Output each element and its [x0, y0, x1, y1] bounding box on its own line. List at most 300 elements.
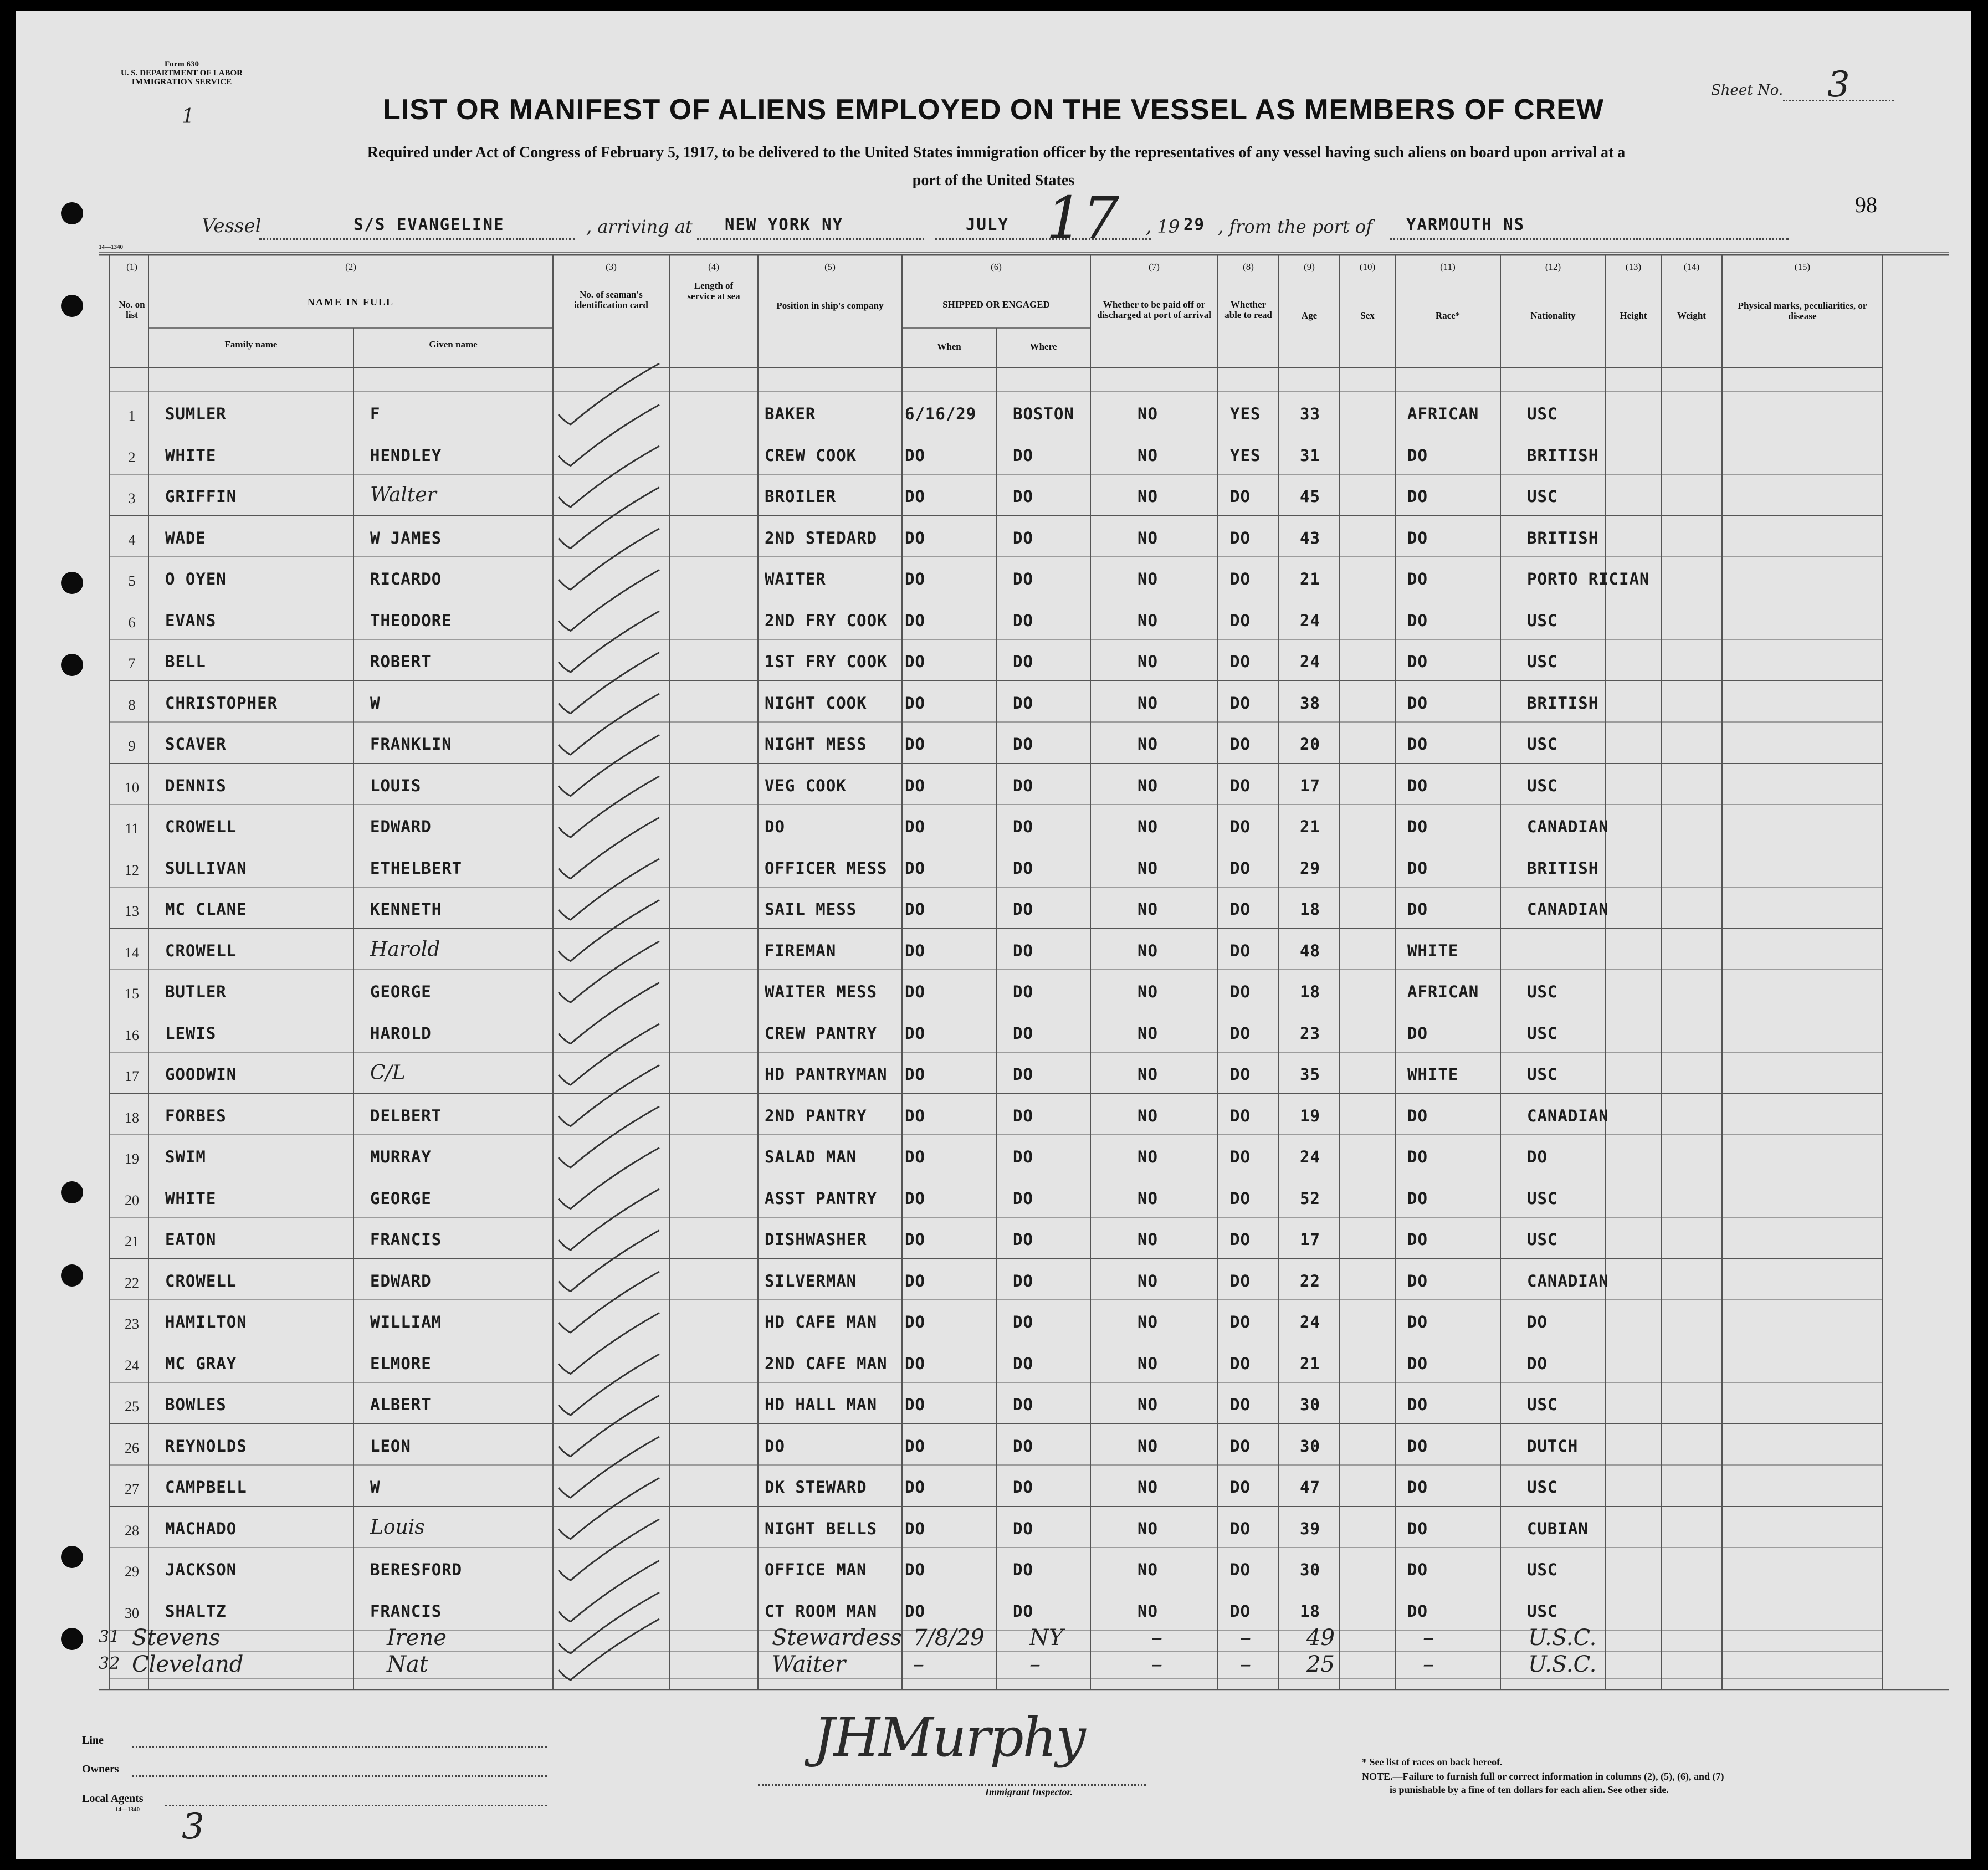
- age-cell: 21: [1300, 570, 1320, 588]
- table-row: [16, 931, 1971, 972]
- able-to-read-cell: DO: [1230, 900, 1251, 919]
- table-row: [16, 1509, 1971, 1550]
- table-row: [16, 849, 1971, 890]
- line-field: [132, 1745, 547, 1748]
- family-name-cell: REYNOLDS: [165, 1436, 247, 1456]
- shipped-where-cell: DO: [1013, 652, 1033, 671]
- able-to-read-cell: DO: [1230, 1230, 1251, 1249]
- footnote-races: * See list of races on back hereof.: [1362, 1756, 1503, 1767]
- table-row: [16, 560, 1971, 601]
- paid-off-cell: NO: [1138, 1147, 1158, 1166]
- top-mark: 1: [182, 105, 194, 128]
- nationality-cell: USC: [1527, 1023, 1558, 1043]
- family-name-cell: Stevens: [132, 1625, 221, 1651]
- row-number: 30: [125, 1605, 139, 1621]
- age-cell: 24: [1300, 1313, 1320, 1331]
- table-row: [16, 1014, 1971, 1055]
- year-prefix: , 19: [1146, 216, 1180, 237]
- agents-mark: 3: [182, 1806, 204, 1847]
- age-cell: 43: [1300, 528, 1320, 547]
- paid-off-cell: NO: [1138, 445, 1158, 465]
- family-name-cell: DENNIS: [165, 776, 227, 795]
- given-name-cell: FRANCIS: [370, 1601, 442, 1621]
- table-row: [16, 519, 1971, 560]
- able-to-read-cell: DO: [1230, 858, 1251, 878]
- col2-number: (2): [345, 262, 356, 272]
- nationality-cell: CANADIAN: [1527, 817, 1609, 836]
- footnote-penalty-2: is punishable by a fine of ten dollars for each alien. See other side.: [1390, 1784, 1669, 1795]
- arriving-label: , arriving at: [586, 216, 693, 237]
- col8-number: (8): [1243, 262, 1254, 272]
- age-cell: 20: [1300, 735, 1320, 754]
- inspector-line: [758, 1784, 1146, 1786]
- arrival-day: 17: [1046, 184, 1120, 252]
- shipped-where-cell: DO: [1013, 487, 1033, 506]
- row-number: 4: [128, 531, 136, 548]
- nationality-cell: BRITISH: [1527, 445, 1599, 465]
- shipped-where-cell: DO: [1013, 941, 1033, 960]
- able-to-read-cell: DO: [1230, 1519, 1251, 1538]
- col4-number: (4): [708, 262, 719, 272]
- col14-header: Weight: [1677, 310, 1706, 321]
- age-cell: 17: [1300, 1230, 1320, 1249]
- family-name-cell: BUTLER: [165, 982, 227, 1001]
- able-to-read-cell: DO: [1230, 528, 1251, 547]
- table-row: [16, 1303, 1971, 1344]
- local-agents-label: Local Agents: [82, 1792, 144, 1805]
- race-cell: DO: [1407, 1560, 1428, 1579]
- subtitle-line1: Required under Act of Congress of February 5, 1917, to be delivered to the United States immigration officer by the representatives of any vessel having such aliens on board upon arrival at a: [367, 144, 1626, 161]
- race-cell: DO: [1407, 1519, 1428, 1538]
- given-name-cell: FRANCIS: [370, 1230, 442, 1249]
- position-cell: HD CAFE MAN: [765, 1313, 878, 1331]
- col3-header: No. of seaman's identification card: [574, 289, 648, 310]
- age-cell: 47: [1300, 1478, 1320, 1497]
- paid-off-cell: NO: [1138, 528, 1158, 547]
- paid-off-cell: NO: [1138, 1271, 1158, 1290]
- able-to-read-cell: DO: [1230, 1313, 1251, 1331]
- table-row: [16, 807, 1971, 848]
- able-to-read-cell: DO: [1230, 982, 1251, 1001]
- col2-given-header: Given name: [429, 339, 478, 350]
- paid-off-cell: NO: [1138, 1519, 1158, 1538]
- able-to-read-cell: DO: [1230, 1436, 1251, 1456]
- race-cell: AFRICAN: [1407, 982, 1479, 1001]
- nationality-cell: DO: [1527, 1354, 1548, 1373]
- shipped-where-cell: DO: [1013, 1395, 1033, 1414]
- nationality-cell: USC: [1527, 735, 1558, 754]
- nationality-cell: CANADIAN: [1527, 1271, 1609, 1290]
- nationality-cell: USC: [1527, 1065, 1558, 1084]
- race-cell: WHITE: [1407, 941, 1459, 960]
- age-cell: 25: [1306, 1652, 1335, 1677]
- nationality-cell: U.S.C.: [1528, 1652, 1597, 1677]
- given-name-cell: KENNETH: [370, 900, 442, 919]
- able-to-read-cell: –: [1240, 1625, 1251, 1651]
- able-to-read-cell: YES: [1230, 404, 1261, 423]
- shipped-where-cell: DO: [1013, 735, 1033, 754]
- nationality-cell: DO: [1527, 1313, 1548, 1331]
- shipped-when-cell: DO: [905, 1023, 925, 1043]
- col2-family-header: Family name: [224, 339, 278, 350]
- col11-header: Race*: [1435, 310, 1461, 321]
- age-cell: 39: [1300, 1519, 1320, 1538]
- col1-number: (1): [126, 262, 137, 272]
- able-to-read-cell: DO: [1230, 1354, 1251, 1373]
- shipped-when-cell: DO: [905, 776, 925, 795]
- position-cell: DK STEWARD: [765, 1478, 867, 1497]
- table-row: [16, 477, 1971, 518]
- table-row: [16, 1220, 1971, 1261]
- position-cell: DISHWASHER: [765, 1230, 867, 1249]
- position-cell: BROILER: [765, 487, 837, 506]
- shipped-when-cell: DO: [905, 528, 925, 547]
- given-name-cell: GEORGE: [370, 982, 432, 1001]
- arrival-year: 29: [1183, 215, 1205, 234]
- nationality-cell: USC: [1527, 611, 1558, 630]
- paid-off-cell: NO: [1138, 1354, 1158, 1373]
- family-name-cell: MC CLANE: [165, 900, 247, 919]
- row-number: 6: [128, 614, 136, 631]
- paid-off-cell: NO: [1138, 1065, 1158, 1084]
- paid-off-cell: NO: [1138, 1395, 1158, 1414]
- position-cell: 2ND STEDARD: [765, 528, 878, 547]
- department-name: U. S. DEPARTMENT OF LABOR: [120, 69, 243, 78]
- nationality-cell: DUTCH: [1527, 1436, 1579, 1456]
- paid-off-cell: NO: [1138, 982, 1158, 1001]
- able-to-read-cell: DO: [1230, 1601, 1251, 1621]
- row-number: 11: [125, 821, 139, 837]
- paid-off-cell: NO: [1138, 776, 1158, 795]
- able-to-read-cell: DO: [1230, 1560, 1251, 1579]
- form-code: 14—1340: [99, 244, 123, 250]
- given-name-cell: W JAMES: [370, 528, 442, 547]
- family-name-cell: SUMLER: [165, 404, 227, 423]
- shipped-when-cell: DO: [905, 611, 925, 630]
- family-name-cell: CROWELL: [165, 1271, 237, 1290]
- family-name-cell: MACHADO: [165, 1519, 237, 1538]
- able-to-read-cell: DO: [1230, 652, 1251, 671]
- col14-number: (14): [1683, 262, 1700, 272]
- table-row: [16, 642, 1971, 683]
- owners-field: [132, 1774, 547, 1777]
- shipped-when-cell: DO: [905, 445, 925, 465]
- given-name-cell: ROBERT: [370, 652, 432, 671]
- race-cell: DO: [1407, 1354, 1428, 1373]
- given-name-cell: Louis: [370, 1515, 425, 1539]
- table-row: [16, 1179, 1971, 1220]
- vessel-name: S/S EVANGELINE: [353, 215, 505, 234]
- row-number: 3: [128, 490, 136, 506]
- race-cell: DO: [1407, 1478, 1428, 1497]
- position-cell: CREW COOK: [765, 445, 857, 465]
- able-to-read-cell: DO: [1230, 1065, 1251, 1084]
- shipped-when-cell: DO: [905, 1188, 925, 1208]
- vessel-label: Vessel: [202, 215, 262, 237]
- given-name-cell: LEON: [370, 1436, 411, 1456]
- able-to-read-cell: DO: [1230, 1478, 1251, 1497]
- able-to-read-cell: DO: [1230, 693, 1251, 713]
- paid-off-cell: NO: [1138, 1106, 1158, 1125]
- family-name-cell: SCAVER: [165, 735, 227, 754]
- age-cell: 23: [1300, 1023, 1320, 1043]
- given-name-cell: FRANKLIN: [370, 735, 452, 754]
- nationality-cell: USC: [1527, 1601, 1558, 1621]
- col12-number: (12): [1545, 262, 1561, 272]
- row-number: 14: [125, 944, 139, 961]
- shipped-where-cell: DO: [1013, 1147, 1033, 1166]
- nationality-cell: BRITISH: [1527, 693, 1599, 713]
- race-cell: –: [1423, 1652, 1434, 1677]
- paid-off-cell: NO: [1138, 404, 1158, 423]
- col11-number: (11): [1440, 262, 1456, 272]
- shipped-when-cell: –: [913, 1652, 924, 1677]
- family-name-cell: GOODWIN: [165, 1065, 237, 1084]
- shipped-where-cell: DO: [1013, 982, 1033, 1001]
- shipped-when-cell: DO: [905, 1560, 925, 1579]
- family-name-cell: CAMPBELL: [165, 1478, 247, 1497]
- able-to-read-cell: DO: [1230, 1023, 1251, 1043]
- table-row: [16, 1652, 1971, 1678]
- table-row: [16, 1427, 1971, 1468]
- position-cell: SALAD MAN: [765, 1147, 857, 1166]
- shipped-where-cell: DO: [1013, 817, 1033, 836]
- able-to-read-cell: DO: [1230, 487, 1251, 506]
- position-cell: SAIL MESS: [765, 900, 857, 919]
- given-name-cell: EDWARD: [370, 817, 432, 836]
- row-number: 2: [128, 449, 136, 465]
- position-cell: FIREMAN: [765, 941, 837, 960]
- age-cell: 21: [1300, 1354, 1320, 1373]
- family-name-cell: LEWIS: [165, 1023, 217, 1043]
- col10-header: Sex: [1360, 310, 1375, 321]
- row-number: 26: [125, 1439, 139, 1456]
- age-cell: 18: [1300, 900, 1320, 919]
- paid-off-cell: NO: [1138, 858, 1158, 878]
- given-name-cell: THEODORE: [370, 611, 452, 630]
- shipped-where-cell: DO: [1013, 528, 1033, 547]
- race-cell: DO: [1407, 1395, 1428, 1414]
- age-cell: 33: [1300, 404, 1320, 423]
- paid-off-cell: NO: [1138, 487, 1158, 506]
- age-cell: 24: [1300, 1147, 1320, 1166]
- position-cell: 2ND CAFE MAN: [765, 1354, 888, 1373]
- race-cell: DO: [1407, 487, 1428, 506]
- age-cell: 52: [1300, 1188, 1320, 1208]
- manifest-sheet: [16, 11, 1971, 1859]
- shipped-where-cell: DO: [1013, 1271, 1033, 1290]
- col9-number: (9): [1304, 262, 1315, 272]
- shipped-when-cell: DO: [905, 693, 925, 713]
- position-cell: WAITER: [765, 570, 826, 588]
- position-cell: OFFICER MESS: [765, 858, 888, 878]
- row-number: 12: [125, 862, 139, 878]
- race-cell: DO: [1407, 858, 1428, 878]
- row-number: 19: [125, 1151, 139, 1167]
- age-cell: 30: [1300, 1436, 1320, 1456]
- family-name-cell: FORBES: [165, 1106, 227, 1125]
- col3-number: (3): [606, 262, 617, 272]
- paid-off-cell: –: [1151, 1652, 1162, 1677]
- given-name-cell: MURRAY: [370, 1147, 432, 1166]
- position-cell: CT ROOM MAN: [765, 1601, 878, 1621]
- table-row: [16, 725, 1971, 766]
- row-number: 24: [125, 1357, 139, 1374]
- family-name-cell: WHITE: [165, 445, 217, 465]
- row-number: 23: [125, 1316, 139, 1332]
- shipped-when-cell: DO: [905, 900, 925, 919]
- shipped-when-cell: 7/8/29: [913, 1625, 985, 1651]
- shipped-where-cell: DO: [1013, 1023, 1033, 1043]
- row-number: 9: [128, 738, 136, 754]
- family-name-cell: HAMILTON: [165, 1313, 247, 1331]
- family-name-cell: SULLIVAN: [165, 858, 247, 878]
- shipped-when-cell: DO: [905, 1436, 925, 1456]
- family-name-cell: Cleveland: [132, 1652, 244, 1677]
- age-cell: 31: [1300, 445, 1320, 465]
- nationality-cell: DO: [1527, 1147, 1548, 1166]
- shipped-when-cell: DO: [905, 570, 925, 588]
- given-name-cell: DELBERT: [370, 1106, 442, 1125]
- col12-header: Nationality: [1530, 310, 1576, 321]
- paid-off-cell: NO: [1138, 693, 1158, 713]
- shipped-where-cell: DO: [1013, 900, 1033, 919]
- able-to-read-cell: DO: [1230, 1395, 1251, 1414]
- family-name-cell: MC GRAY: [165, 1354, 237, 1373]
- nationality-cell: USC: [1527, 404, 1558, 423]
- col7-number: (7): [1149, 262, 1160, 272]
- position-cell: NIGHT MESS: [765, 735, 867, 754]
- table-row: [16, 766, 1971, 807]
- position-cell: ASST PANTRY: [765, 1188, 878, 1208]
- family-name-cell: WADE: [165, 528, 206, 547]
- family-name-cell: SWIM: [165, 1147, 206, 1166]
- race-cell: –: [1423, 1625, 1434, 1651]
- position-cell: HD HALL MAN: [765, 1395, 878, 1414]
- age-cell: 30: [1300, 1560, 1320, 1579]
- paid-off-cell: NO: [1138, 1601, 1158, 1621]
- position-cell: NIGHT BELLS: [765, 1519, 878, 1538]
- row-number: 5: [128, 573, 136, 589]
- row-number: 27: [125, 1481, 139, 1497]
- line-label: Line: [82, 1734, 104, 1746]
- race-cell: DO: [1407, 570, 1428, 588]
- col6-number: (6): [991, 262, 1002, 272]
- paid-off-cell: NO: [1138, 735, 1158, 754]
- nationality-cell: USC: [1527, 1560, 1558, 1579]
- col1-header: No. on list: [119, 299, 145, 320]
- footnote-penalty-1: NOTE.—Failure to furnish full or correct information in columns (2), (5), (6), and (7): [1362, 1771, 1724, 1782]
- shipped-where-cell: DO: [1013, 611, 1033, 630]
- age-cell: 22: [1300, 1271, 1320, 1290]
- shipped-when-cell: DO: [905, 1147, 925, 1166]
- race-cell: DO: [1407, 900, 1428, 919]
- race-cell: WHITE: [1407, 1065, 1459, 1084]
- row-number: 32: [99, 1654, 120, 1673]
- paid-off-cell: NO: [1138, 1478, 1158, 1497]
- nationality-cell: USC: [1527, 776, 1558, 795]
- age-cell: 17: [1300, 776, 1320, 795]
- shipped-where-cell: DO: [1013, 1065, 1033, 1084]
- shipped-when-cell: DO: [905, 1271, 925, 1290]
- position-cell: NIGHT COOK: [765, 693, 867, 713]
- position-cell: Waiter: [772, 1652, 846, 1677]
- arrival-month: JULY: [966, 215, 1009, 234]
- given-name-cell: Walter: [370, 484, 437, 506]
- sheet-number: 3: [1827, 64, 1850, 105]
- able-to-read-cell: DO: [1230, 1147, 1251, 1166]
- given-name-cell: HENDLEY: [370, 445, 442, 465]
- paid-off-cell: NO: [1138, 1188, 1158, 1208]
- shipped-when-cell: DO: [905, 982, 925, 1001]
- family-name-cell: WHITE: [165, 1188, 217, 1208]
- col15-header: Physical marks, peculiarities, or disease: [1738, 300, 1867, 321]
- shipped-when-cell: DO: [905, 1354, 925, 1373]
- able-to-read-cell: DO: [1230, 1188, 1251, 1208]
- col13-header: Height: [1620, 310, 1647, 321]
- nationality-cell: USC: [1527, 1478, 1558, 1497]
- shipped-where-cell: NY: [1029, 1625, 1064, 1651]
- col15-number: (15): [1794, 262, 1811, 272]
- given-name-cell: F: [370, 404, 381, 423]
- shipped-where-cell: DO: [1013, 1519, 1033, 1538]
- given-name-cell: C/L: [370, 1062, 406, 1084]
- race-cell: DO: [1407, 1106, 1428, 1125]
- race-cell: DO: [1407, 445, 1428, 465]
- shipped-where-cell: DO: [1013, 858, 1033, 878]
- position-cell: 1ST FRY COOK: [765, 652, 888, 671]
- page-mark: 98: [1855, 192, 1877, 217]
- race-cell: DO: [1407, 1313, 1428, 1331]
- race-cell: DO: [1407, 1147, 1428, 1166]
- row-number: 18: [125, 1109, 139, 1126]
- family-name-cell: GRIFFIN: [165, 487, 237, 506]
- race-cell: DO: [1407, 693, 1428, 713]
- family-name-cell: O OYEN: [165, 570, 227, 588]
- given-name-cell: ELMORE: [370, 1354, 432, 1373]
- race-cell: DO: [1407, 1188, 1428, 1208]
- col6-where-header: Where: [1029, 341, 1057, 352]
- subtitle-line2: port of the United States: [912, 172, 1075, 189]
- able-to-read-cell: DO: [1230, 570, 1251, 588]
- given-name-cell: Nat: [387, 1652, 428, 1677]
- age-cell: 18: [1300, 1601, 1320, 1621]
- nationality-cell: BRITISH: [1527, 858, 1599, 878]
- race-cell: DO: [1407, 817, 1428, 836]
- row-number: 28: [125, 1522, 139, 1539]
- shipped-when-cell: DO: [905, 1313, 925, 1331]
- able-to-read-cell: –: [1240, 1652, 1251, 1677]
- shipped-when-cell: DO: [905, 817, 925, 836]
- nationality-cell: BRITISH: [1527, 528, 1599, 547]
- owners-label: Owners: [82, 1763, 119, 1775]
- paid-off-cell: NO: [1138, 611, 1158, 630]
- shipped-where-cell: DO: [1013, 1478, 1033, 1497]
- table-row: [16, 1550, 1971, 1591]
- row-number: 8: [128, 696, 136, 713]
- service-name: IMMIGRATION SERVICE: [131, 78, 232, 86]
- shipped-where-cell: DO: [1013, 570, 1033, 588]
- agents-code: 14—1340: [115, 1806, 140, 1813]
- table-row: [16, 1055, 1971, 1096]
- age-cell: 19: [1300, 1106, 1320, 1125]
- shipped-when-cell: DO: [905, 1478, 925, 1497]
- given-name-cell: W: [370, 1478, 381, 1497]
- local-agents-field: [165, 1804, 547, 1806]
- table-row: [16, 436, 1971, 477]
- table-row: [16, 395, 1971, 436]
- col6-when-header: When: [937, 341, 961, 352]
